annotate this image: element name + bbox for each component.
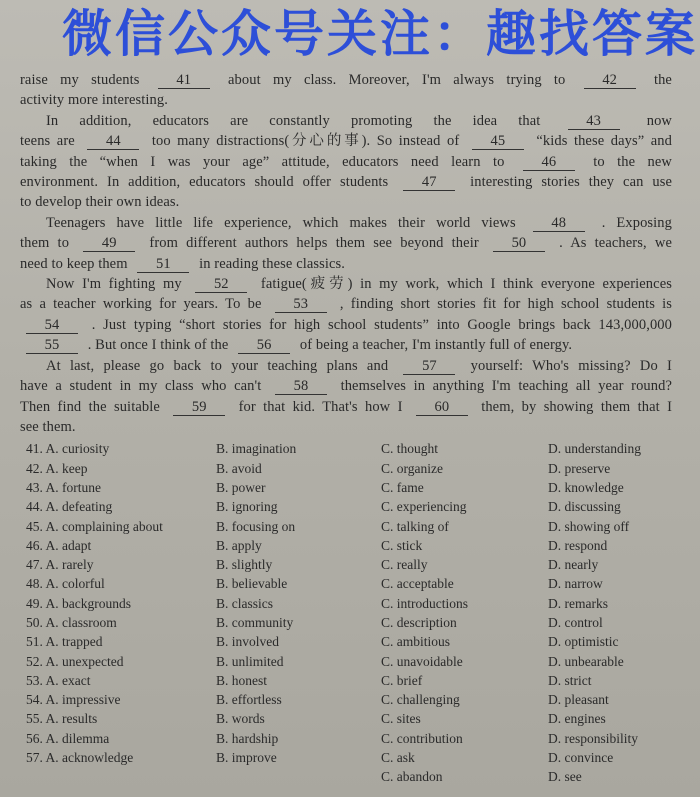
passage-text: to develop their own ideas. <box>20 194 180 211</box>
passage-text: see them. <box>20 418 76 435</box>
option-row <box>26 497 696 516</box>
passage-text: now <box>646 112 672 129</box>
option-c: C. description <box>381 614 457 630</box>
option-b: B. focusing on <box>216 518 296 534</box>
passage-text: need to keep them <box>20 255 128 272</box>
option-row <box>26 632 696 651</box>
option-d: D. responsibility <box>548 730 638 746</box>
option-a: 46. A. adapt <box>26 537 92 553</box>
option-row <box>26 459 696 478</box>
option-row <box>26 574 696 593</box>
passage-line <box>20 274 672 294</box>
passage-line <box>20 254 672 274</box>
option-a: 41. A. curiosity <box>26 441 110 457</box>
option-c: C. organize <box>381 460 443 476</box>
passage-text: too many distractions(分心的事). So instead of <box>151 133 460 150</box>
option-c: C. fame <box>381 479 424 495</box>
option-d: D. pleasant <box>548 692 609 708</box>
option-d: D. respond <box>548 537 608 553</box>
option-b: B. involved <box>216 634 279 650</box>
option-a: 45. A. complaining about <box>26 518 163 534</box>
option-c: C. experiencing <box>381 499 467 515</box>
option-row <box>26 594 696 613</box>
option-d: D. nearly <box>548 557 599 573</box>
passage-text: . Just typing “short stories for high school students” into Google brings back 143,000,000 <box>91 316 672 333</box>
blank-57: 57 <box>403 358 455 375</box>
passage-text: Then find the suitable <box>20 398 160 415</box>
option-b: B. power <box>216 479 266 495</box>
option-a: 47. A. rarely <box>26 557 94 573</box>
passage-text: Now I'm fighting my <box>46 276 182 293</box>
passage-text: . As teachers, we <box>559 235 672 252</box>
blank-54: 54 <box>26 317 78 334</box>
passage-line <box>20 233 672 253</box>
option-a: 55. A. results <box>26 711 98 727</box>
passage-line <box>20 356 672 376</box>
passage-text: for that kid. That's how I <box>238 398 403 415</box>
blank-49: 49 <box>83 235 135 252</box>
passage-text: environment. In addition, educators should offer students <box>20 174 389 191</box>
passage-text: interesting stories they can use <box>470 174 672 191</box>
option-c: C. contribution <box>381 730 463 746</box>
option-row <box>26 690 696 709</box>
option-b: B. believable <box>216 576 288 592</box>
passage-line <box>20 376 672 396</box>
option-b: B. ignoring <box>216 499 278 515</box>
blank-46: 46 <box>523 154 575 171</box>
blank-42: 42 <box>584 72 636 89</box>
option-row <box>26 767 696 786</box>
answer-options <box>26 439 696 786</box>
option-d: D. strict <box>548 672 592 688</box>
option-b <box>216 767 381 786</box>
passage-line <box>20 70 672 90</box>
passage-text: fatigue(疲劳) in my work, which I think everyone experiences <box>260 276 672 293</box>
option-a: 52. A. unexpected <box>26 653 124 669</box>
blank-50: 50 <box>493 235 545 252</box>
option-b: B. unlimited <box>216 653 284 669</box>
option-row <box>26 555 696 574</box>
passage-text: to the new <box>593 153 673 170</box>
passage-text: raise my students <box>20 72 140 88</box>
option-d: D. control <box>548 614 603 630</box>
passage-text: . But once I think of the <box>87 337 229 354</box>
option-c: C. brief <box>381 672 423 688</box>
passage-text: Teenagers have little life experience, which makes their world views <box>46 214 516 231</box>
option-b: B. slightly <box>216 557 273 573</box>
option-b: B. community <box>216 614 294 630</box>
blank-41: 41 <box>158 72 210 89</box>
option-c: C. challenging <box>381 692 460 708</box>
option-b: B. honest <box>216 672 268 688</box>
blank-44: 44 <box>87 133 139 150</box>
option-b: B. effortless <box>216 692 282 708</box>
option-row <box>26 671 696 690</box>
option-a <box>26 767 216 786</box>
passage-line <box>20 335 672 355</box>
passage-text: “kids these days” and <box>536 133 673 150</box>
option-c: C. acceptable <box>381 576 454 592</box>
option-a: 42. A. keep <box>26 460 88 476</box>
blank-47: 47 <box>403 174 455 191</box>
option-d: D. preserve <box>548 460 611 476</box>
option-a: 51. A. trapped <box>26 634 103 650</box>
passage-line <box>20 315 672 335</box>
passage-text: them to <box>20 235 70 252</box>
watermark: 微信公众号关注：趣找答案 <box>62 5 698 63</box>
option-a: 43. A. fortune <box>26 479 101 495</box>
option-d: D. unbearable <box>548 653 624 669</box>
passage-text: teens are <box>20 133 75 150</box>
option-row <box>26 517 696 536</box>
passage-line <box>20 397 672 417</box>
option-d: D. remarks <box>548 595 608 611</box>
option-a: 57. A. acknowledge <box>26 750 134 766</box>
option-d: D. see <box>548 769 582 785</box>
option-row <box>26 536 696 555</box>
option-c: C. unavoidable <box>381 653 463 669</box>
passage-line <box>20 417 672 437</box>
passage-line <box>20 192 672 212</box>
option-a: 50. A. classroom <box>26 614 117 630</box>
blank-60: 60 <box>416 399 468 416</box>
cloze-passage <box>20 70 672 437</box>
option-c: C. ask <box>381 750 415 766</box>
option-c: C. ambitious <box>381 634 451 650</box>
option-b: B. apply <box>216 537 262 553</box>
passage-text: from different authors helps them see beyond their <box>149 235 479 252</box>
option-d: D. discussing <box>548 499 621 515</box>
passage-text: in reading these classics. <box>199 255 346 272</box>
passage-text: have a student in my class who can't <box>20 378 262 395</box>
option-row <box>26 478 696 497</box>
blank-43: 43 <box>568 113 620 130</box>
option-c: C. talking of <box>381 518 449 534</box>
passage-line <box>20 152 672 172</box>
option-row <box>26 439 696 458</box>
blank-56: 56 <box>238 337 290 354</box>
passage-line <box>20 131 672 151</box>
option-d: D. knowledge <box>548 479 624 495</box>
option-a: 48. A. colorful <box>26 576 105 592</box>
passage-line <box>20 213 672 233</box>
option-a: 54. A. impressive <box>26 692 121 708</box>
blank-59: 59 <box>173 399 225 416</box>
option-row <box>26 613 696 632</box>
option-row <box>26 709 696 728</box>
passage-text: about my class. Moreover, I'm always trying to <box>228 72 566 88</box>
blank-52: 52 <box>195 276 247 293</box>
option-b: B. hardship <box>216 730 279 746</box>
passage-text: taking the “when I was your age” attitude, educators need learn to <box>20 153 505 170</box>
passage-text: as a teacher working for years. To be <box>20 296 262 313</box>
option-b: B. imagination <box>216 441 297 457</box>
option-d: D. showing off <box>548 518 630 534</box>
passage-text: the <box>653 72 672 88</box>
passage-text: , finding short stories fit for high school students is <box>339 296 672 313</box>
passage-line <box>20 172 672 192</box>
blank-53: 53 <box>275 296 327 313</box>
option-b: B. avoid <box>216 460 262 476</box>
passage-line <box>20 90 672 110</box>
option-c: C. introductions <box>381 595 468 611</box>
option-a: 53. A. exact <box>26 672 91 688</box>
option-row <box>26 652 696 671</box>
blank-55: 55 <box>26 337 78 354</box>
passage-text: of being a teacher, I'm instantly full of energy. <box>299 337 573 354</box>
option-a: 56. A. dilemma <box>26 730 110 746</box>
passage-text: themselves in anything I'm teaching all year round? <box>340 378 673 395</box>
passage-text: At last, please go back to your teaching plans and <box>46 357 389 374</box>
option-c: C. really <box>381 557 428 573</box>
option-d: D. optimistic <box>548 634 619 650</box>
passage-line <box>20 294 672 314</box>
option-c: C. stick <box>381 537 423 553</box>
blank-45: 45 <box>472 133 524 150</box>
passage-line <box>20 111 672 131</box>
option-row <box>26 748 696 767</box>
option-row <box>26 729 696 748</box>
blank-58: 58 <box>275 378 327 395</box>
option-c: C. abandon <box>381 769 443 785</box>
option-a: 44. A. defeating <box>26 499 113 515</box>
blank-51: 51 <box>137 256 189 273</box>
blank-48: 48 <box>533 215 585 232</box>
passage-text: In addition, educators are constantly promoting the idea that <box>46 112 541 129</box>
passage-text: yourself: Who's missing? Do I <box>470 357 672 374</box>
option-b: B. classics <box>216 595 273 611</box>
option-a: 49. A. backgrounds <box>26 595 131 611</box>
passage-text: them, by showing them that I <box>481 398 672 415</box>
option-d: D. understanding <box>548 441 641 457</box>
option-b: B. words <box>216 711 265 727</box>
option-d: D. engines <box>548 711 606 727</box>
option-c: C. sites <box>381 711 421 727</box>
option-b: B. improve <box>216 750 277 766</box>
option-d: D. narrow <box>548 576 603 592</box>
passage-text: . Exposing <box>601 214 673 231</box>
passage-text: activity more interesting. <box>20 92 168 109</box>
option-d: D. convince <box>548 750 614 766</box>
option-c: C. thought <box>381 441 439 457</box>
